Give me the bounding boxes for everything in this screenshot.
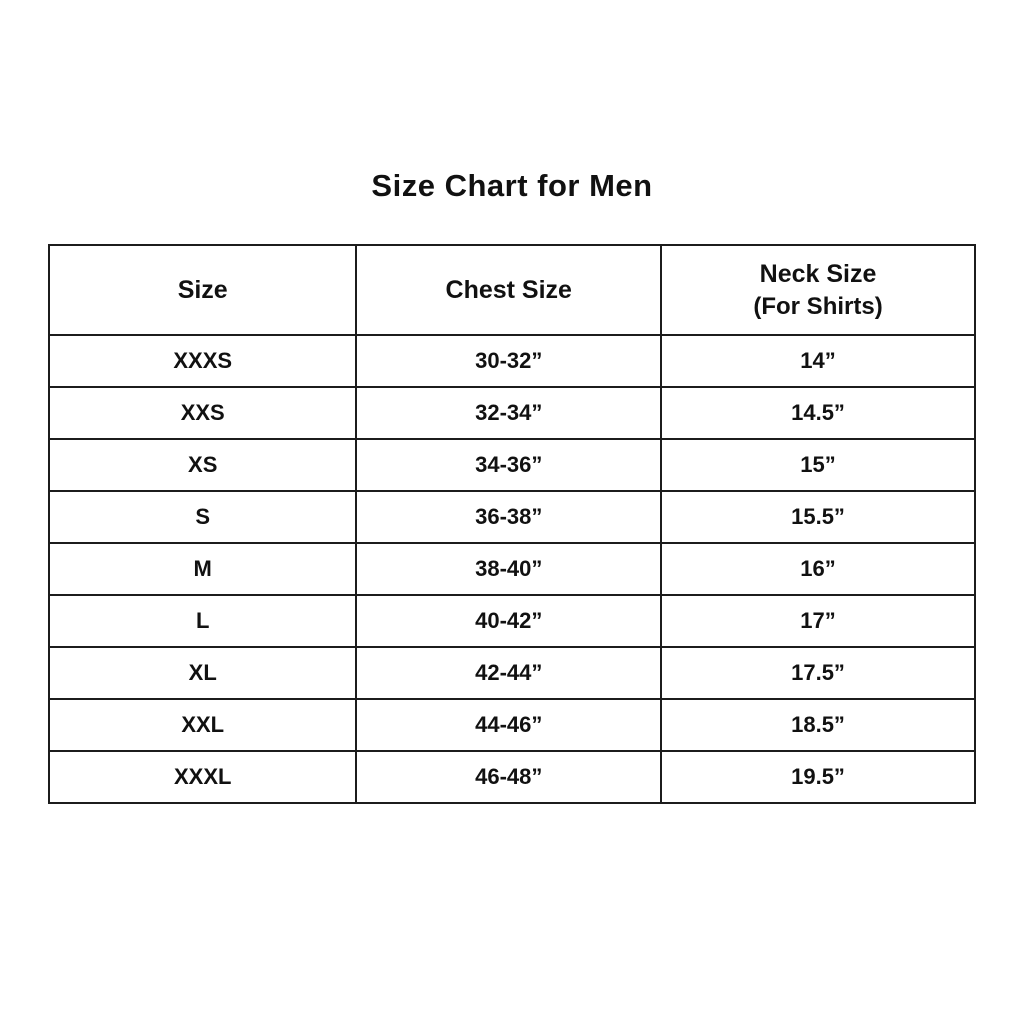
size-cell: XL [49, 647, 356, 699]
chest-cell: 46-48” [356, 751, 661, 803]
column-header-neck [661, 245, 975, 335]
neck-cell: 15” [661, 439, 975, 491]
table-row [49, 387, 975, 439]
chest-cell: 36-38” [356, 491, 661, 543]
table-row [49, 335, 975, 387]
neck-cell: 17.5” [661, 647, 975, 699]
table-row [49, 439, 975, 491]
size-chart-table [48, 244, 976, 804]
size-cell: L [49, 595, 356, 647]
column-header-neck-sublabel: (For Shirts) [753, 292, 883, 320]
chest-cell: 30-32” [356, 335, 661, 387]
chest-cell: 32-34” [356, 387, 661, 439]
size-cell: XXXS [49, 335, 356, 387]
chest-cell: 40-42” [356, 595, 661, 647]
size-cell: XS [49, 439, 356, 491]
neck-cell: 14” [661, 335, 975, 387]
page-title: Size Chart for Men [371, 168, 653, 203]
table-row [49, 491, 975, 543]
column-header-neck-label: Neck Size [759, 260, 877, 289]
size-cell: S [49, 491, 356, 543]
neck-cell: 16” [661, 543, 975, 595]
chest-cell: 44-46” [356, 699, 661, 751]
size-cell: XXXL [49, 751, 356, 803]
table-row [49, 543, 975, 595]
table-row [49, 751, 975, 803]
chest-cell: 42-44” [356, 647, 661, 699]
size-cell: XXS [49, 387, 356, 439]
neck-cell: 14.5” [661, 387, 975, 439]
size-cell: M [49, 543, 356, 595]
neck-cell: 17” [661, 595, 975, 647]
table-row [49, 699, 975, 751]
table-header-row [49, 245, 975, 335]
neck-cell: 19.5” [661, 751, 975, 803]
chest-cell: 38-40” [356, 543, 661, 595]
table-row [49, 647, 975, 699]
chest-cell: 34-36” [356, 439, 661, 491]
table-body [49, 335, 975, 803]
column-header-size: Size [49, 245, 356, 335]
table-row [49, 595, 975, 647]
size-cell: XXL [49, 699, 356, 751]
column-header-chest: Chest Size [356, 245, 661, 335]
neck-cell: 15.5” [661, 491, 975, 543]
neck-cell: 18.5” [661, 699, 975, 751]
